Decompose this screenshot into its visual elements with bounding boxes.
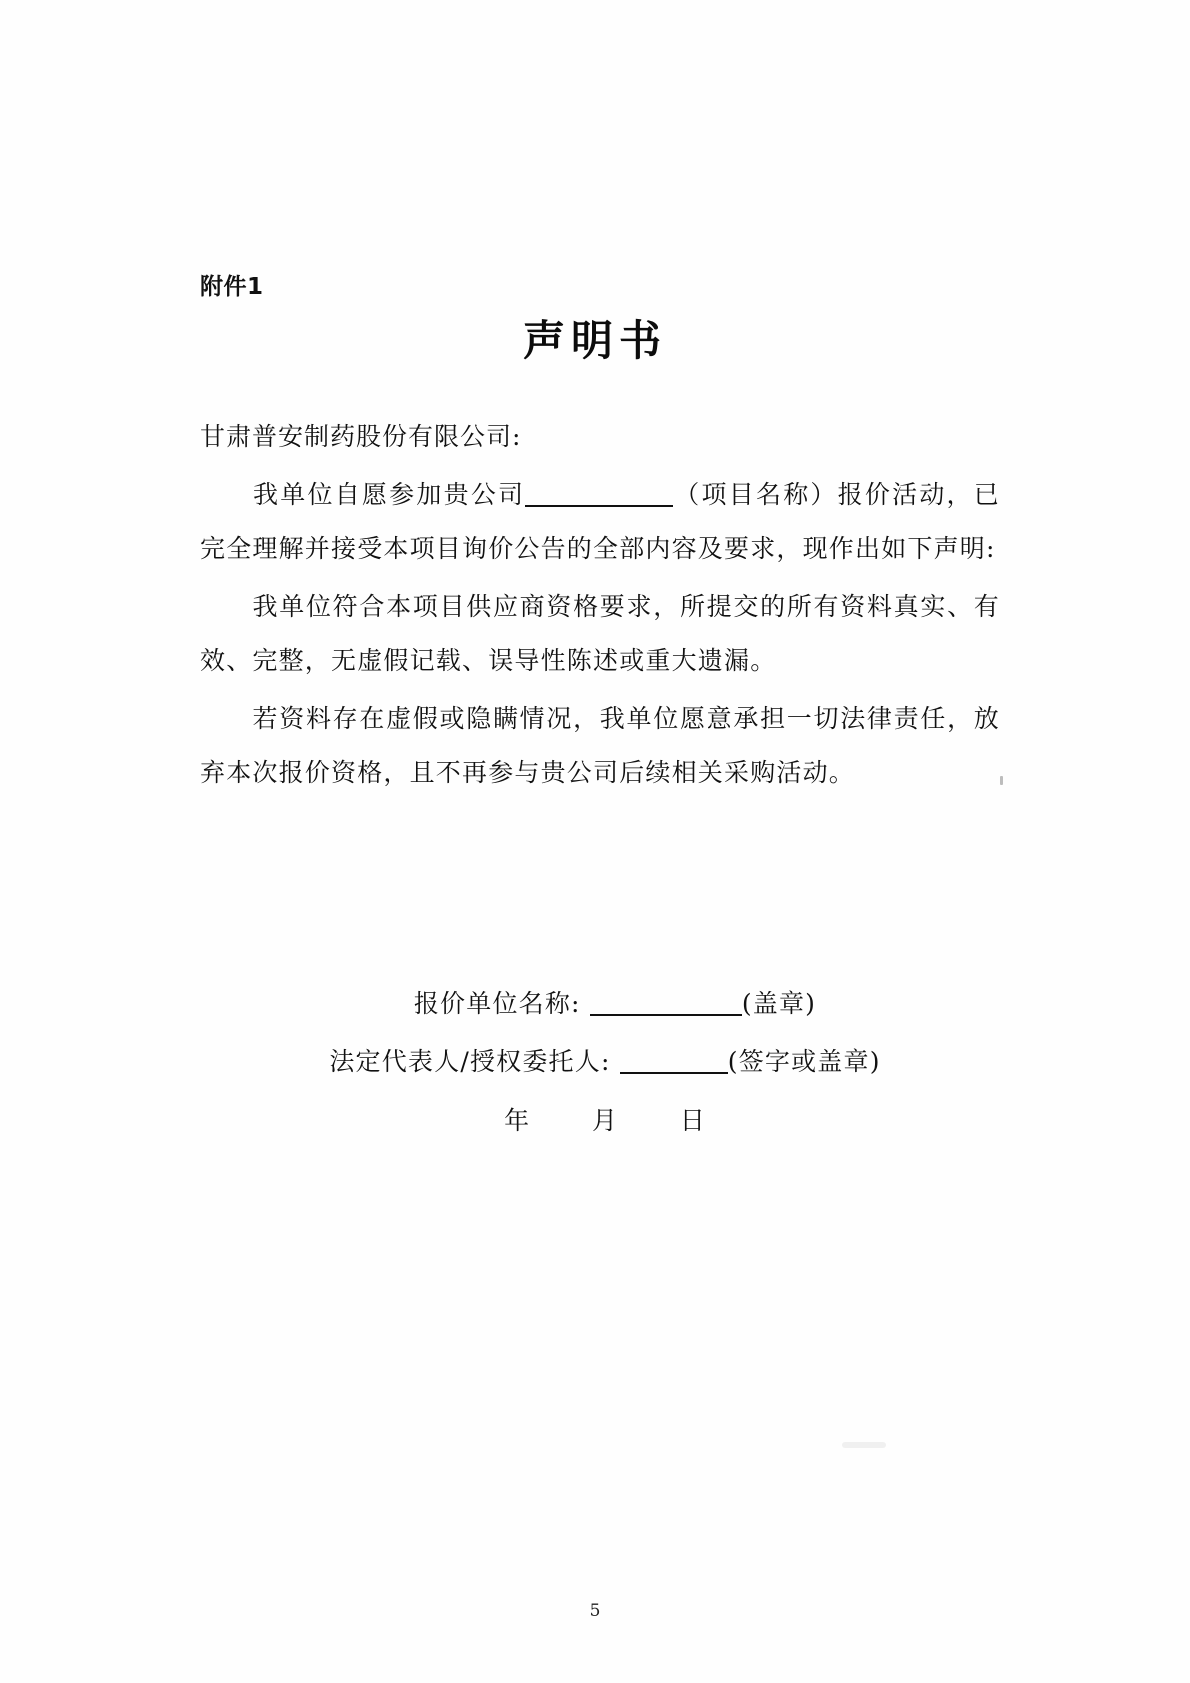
- attachment-label: 附件1: [200, 274, 264, 300]
- date-month-label: 月: [591, 1106, 618, 1135]
- scan-artifact: [842, 1442, 886, 1448]
- unit-name-note: (盖章): [741, 989, 817, 1018]
- representative-blank[interactable]: [620, 1072, 728, 1074]
- scan-artifact: [1000, 776, 1003, 785]
- signature-unit-row: [200, 975, 1000, 1033]
- paragraph-3: [200, 692, 1000, 800]
- page-title: 声明书: [522, 316, 667, 365]
- signature-date-row: [200, 1091, 1000, 1151]
- signature-block: [200, 975, 1000, 1151]
- signature-representative-row: [200, 1033, 1000, 1091]
- representative-label: 法定代表人/授权委托人:: [329, 1047, 611, 1076]
- paragraph-2-text: 我单位符合本项目供应商资格要求，所提交的所有资料真实、有效、完整，无虚假记载、误导性陈述或重大遗漏。: [200, 592, 1000, 675]
- paragraph-3-text: 若资料存在虚假或隐瞒情况，我单位愿意承担一切法律责任，放弃本次报价资格，且不再参与贵公司后续相关采购活动。: [200, 704, 1000, 787]
- paragraph-1: [200, 468, 1000, 576]
- paragraph-1-text-before-blank: 我单位自愿参加贵公司: [252, 480, 526, 509]
- date-year-label: 年: [504, 1106, 531, 1135]
- project-name-blank[interactable]: [525, 505, 673, 507]
- paragraph-1-text-after-blank: （项目名称）报价活动，已完全理解并接受本项目询价公告的全部内容及要求，现作出如下声明:: [200, 480, 1000, 563]
- salutation: 甘肃普安制药股份有限公司:: [200, 422, 522, 451]
- page-number: 5: [589, 1601, 601, 1621]
- unit-name-blank[interactable]: [590, 1014, 742, 1016]
- date-day-label: 日: [679, 1106, 706, 1135]
- representative-note: (签字或盖章): [727, 1047, 881, 1076]
- paragraph-2: [200, 580, 1000, 688]
- document-body: [200, 410, 1000, 800]
- unit-name-label: 报价单位名称:: [413, 989, 581, 1018]
